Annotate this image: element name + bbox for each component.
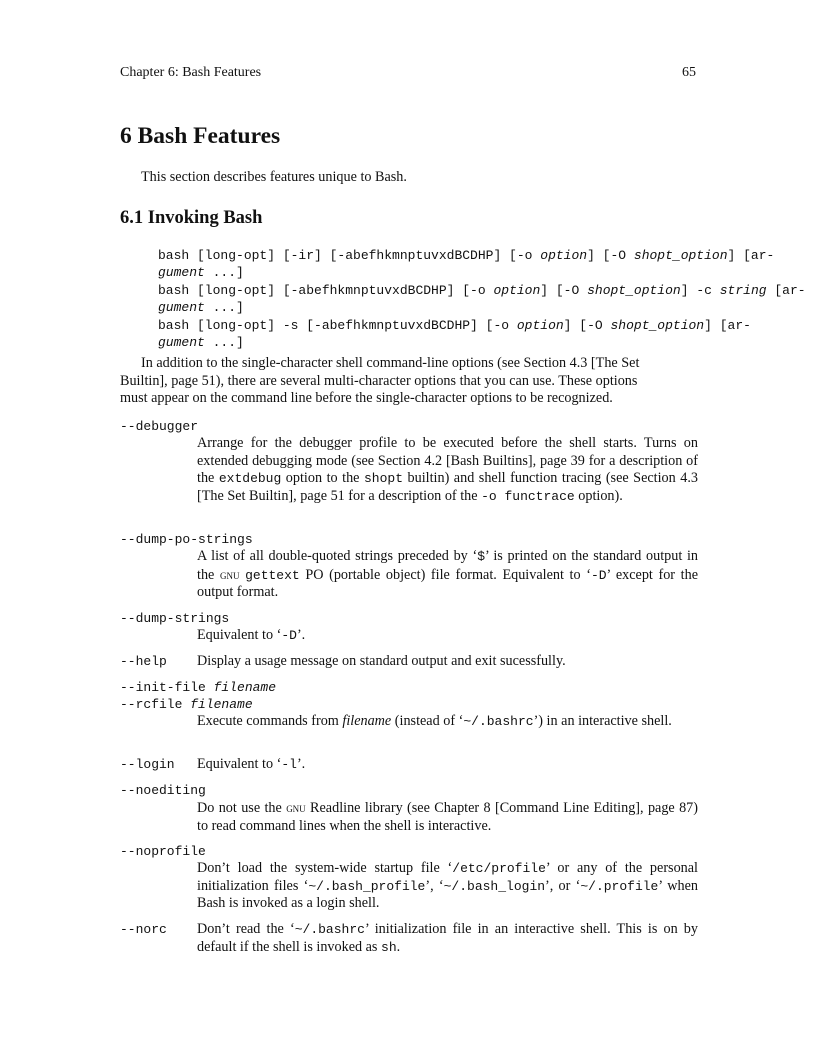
chapter-title: 6 Bash Features bbox=[120, 123, 281, 149]
option-desc-noprofile: Don’t load the system-wide startup file ‘/etc/profile’ or any of the personal initialization files ‘~/.bash_profile’, ‘~/.bash_login’, or ‘~/.profile’ when Bash is invoked as a login shell. bbox=[197, 860, 698, 911]
option-term-dump-po-strings: --dump-po-strings bbox=[120, 532, 253, 547]
page-number: 65 bbox=[682, 65, 696, 80]
synopsis-line: gument ...] bbox=[158, 265, 244, 280]
option-desc-login: Equivalent to ‘-l’. bbox=[197, 756, 306, 772]
synopsis-line: bash [long-opt] [-ir] [-abefhkmnptuvxdBCDHP] [-o option] [-O shopt_option] [ar- bbox=[158, 248, 775, 263]
option-term-init-file: --init-file filename bbox=[120, 680, 277, 695]
paragraph-line: Builtin], page 51), there are several multi-character options that you can use. These options bbox=[120, 372, 638, 389]
option-term-noediting: --noediting bbox=[120, 783, 206, 798]
option-desc-help: Display a usage message on standard output and exit sucessfully. bbox=[197, 653, 566, 669]
paragraph-text: In addition to the single-character shell command-line options (see Section 4.3 [The Set bbox=[141, 355, 640, 371]
option-term-rcfile: --rcfile filename bbox=[120, 697, 253, 712]
option-term-noprofile: --noprofile bbox=[120, 844, 206, 859]
option-desc-noediting: Do not use the gnu Readline library (see Chapter 8 [Command Line Editing], page 87) to read command lines when the shell is interactive. bbox=[197, 800, 698, 834]
option-desc-dump-po-strings: A list of all double-quoted strings preceded by ‘$’ is printed on the standard output in the gnu gettext PO (portable object) file format. Equivalent to ‘-D’ except for the output format. bbox=[197, 548, 698, 600]
synopsis-line: bash [long-opt] -s [-abefhkmnptuvxdBCDHP] [-o option] [-O shopt_option] [ar- bbox=[158, 318, 751, 333]
running-header-chapter: Chapter 6: Bash Features bbox=[120, 65, 262, 80]
option-term-dump-strings: --dump-strings bbox=[120, 611, 230, 626]
option-desc-debugger: Arrange for the debugger profile to be executed before the shell starts. Turns on extended debugging mode (see Section 4.2 [Bash Builtins], page 39 for a description of the extdebug option to the shopt builtin) and shell function tracing (see Section 4.3 [The Set Builtin], page 51 for a description of the -o functrace option). bbox=[197, 435, 698, 504]
option-term-debugger: --debugger bbox=[120, 419, 199, 434]
synopsis-line: bash [long-opt] [-abefhkmnptuvxdBCDHP] [-o option] [-O shopt_option] -c string [ar- bbox=[158, 283, 806, 298]
option-term-norc: --norc bbox=[120, 922, 167, 937]
option-desc-dump-strings: Equivalent to ‘-D’. bbox=[197, 627, 306, 643]
option-desc-norc: Don’t read the ‘~/.bashrc’ initialization file in an interactive shell. This is on by default if the shell is invoked as sh. bbox=[197, 921, 698, 955]
options-intro-paragraph bbox=[120, 355, 700, 408]
paragraph-line: must appear on the command line before the single-character options to be recognized. bbox=[120, 390, 613, 406]
option-term-login: --login bbox=[120, 757, 175, 772]
option-desc-init-file: Execute commands from filename (instead of ‘~/.bashrc’) in an interactive shell. bbox=[197, 713, 672, 729]
synopsis-line: gument ...] bbox=[158, 335, 244, 350]
paragraph-line bbox=[120, 355, 700, 373]
option-term-help: --help bbox=[120, 654, 167, 669]
section-title: 6.1 Invoking Bash bbox=[120, 208, 263, 228]
synopsis-line: gument ...] bbox=[158, 300, 244, 315]
chapter-intro: This section describes features unique to Bash. bbox=[141, 169, 407, 185]
